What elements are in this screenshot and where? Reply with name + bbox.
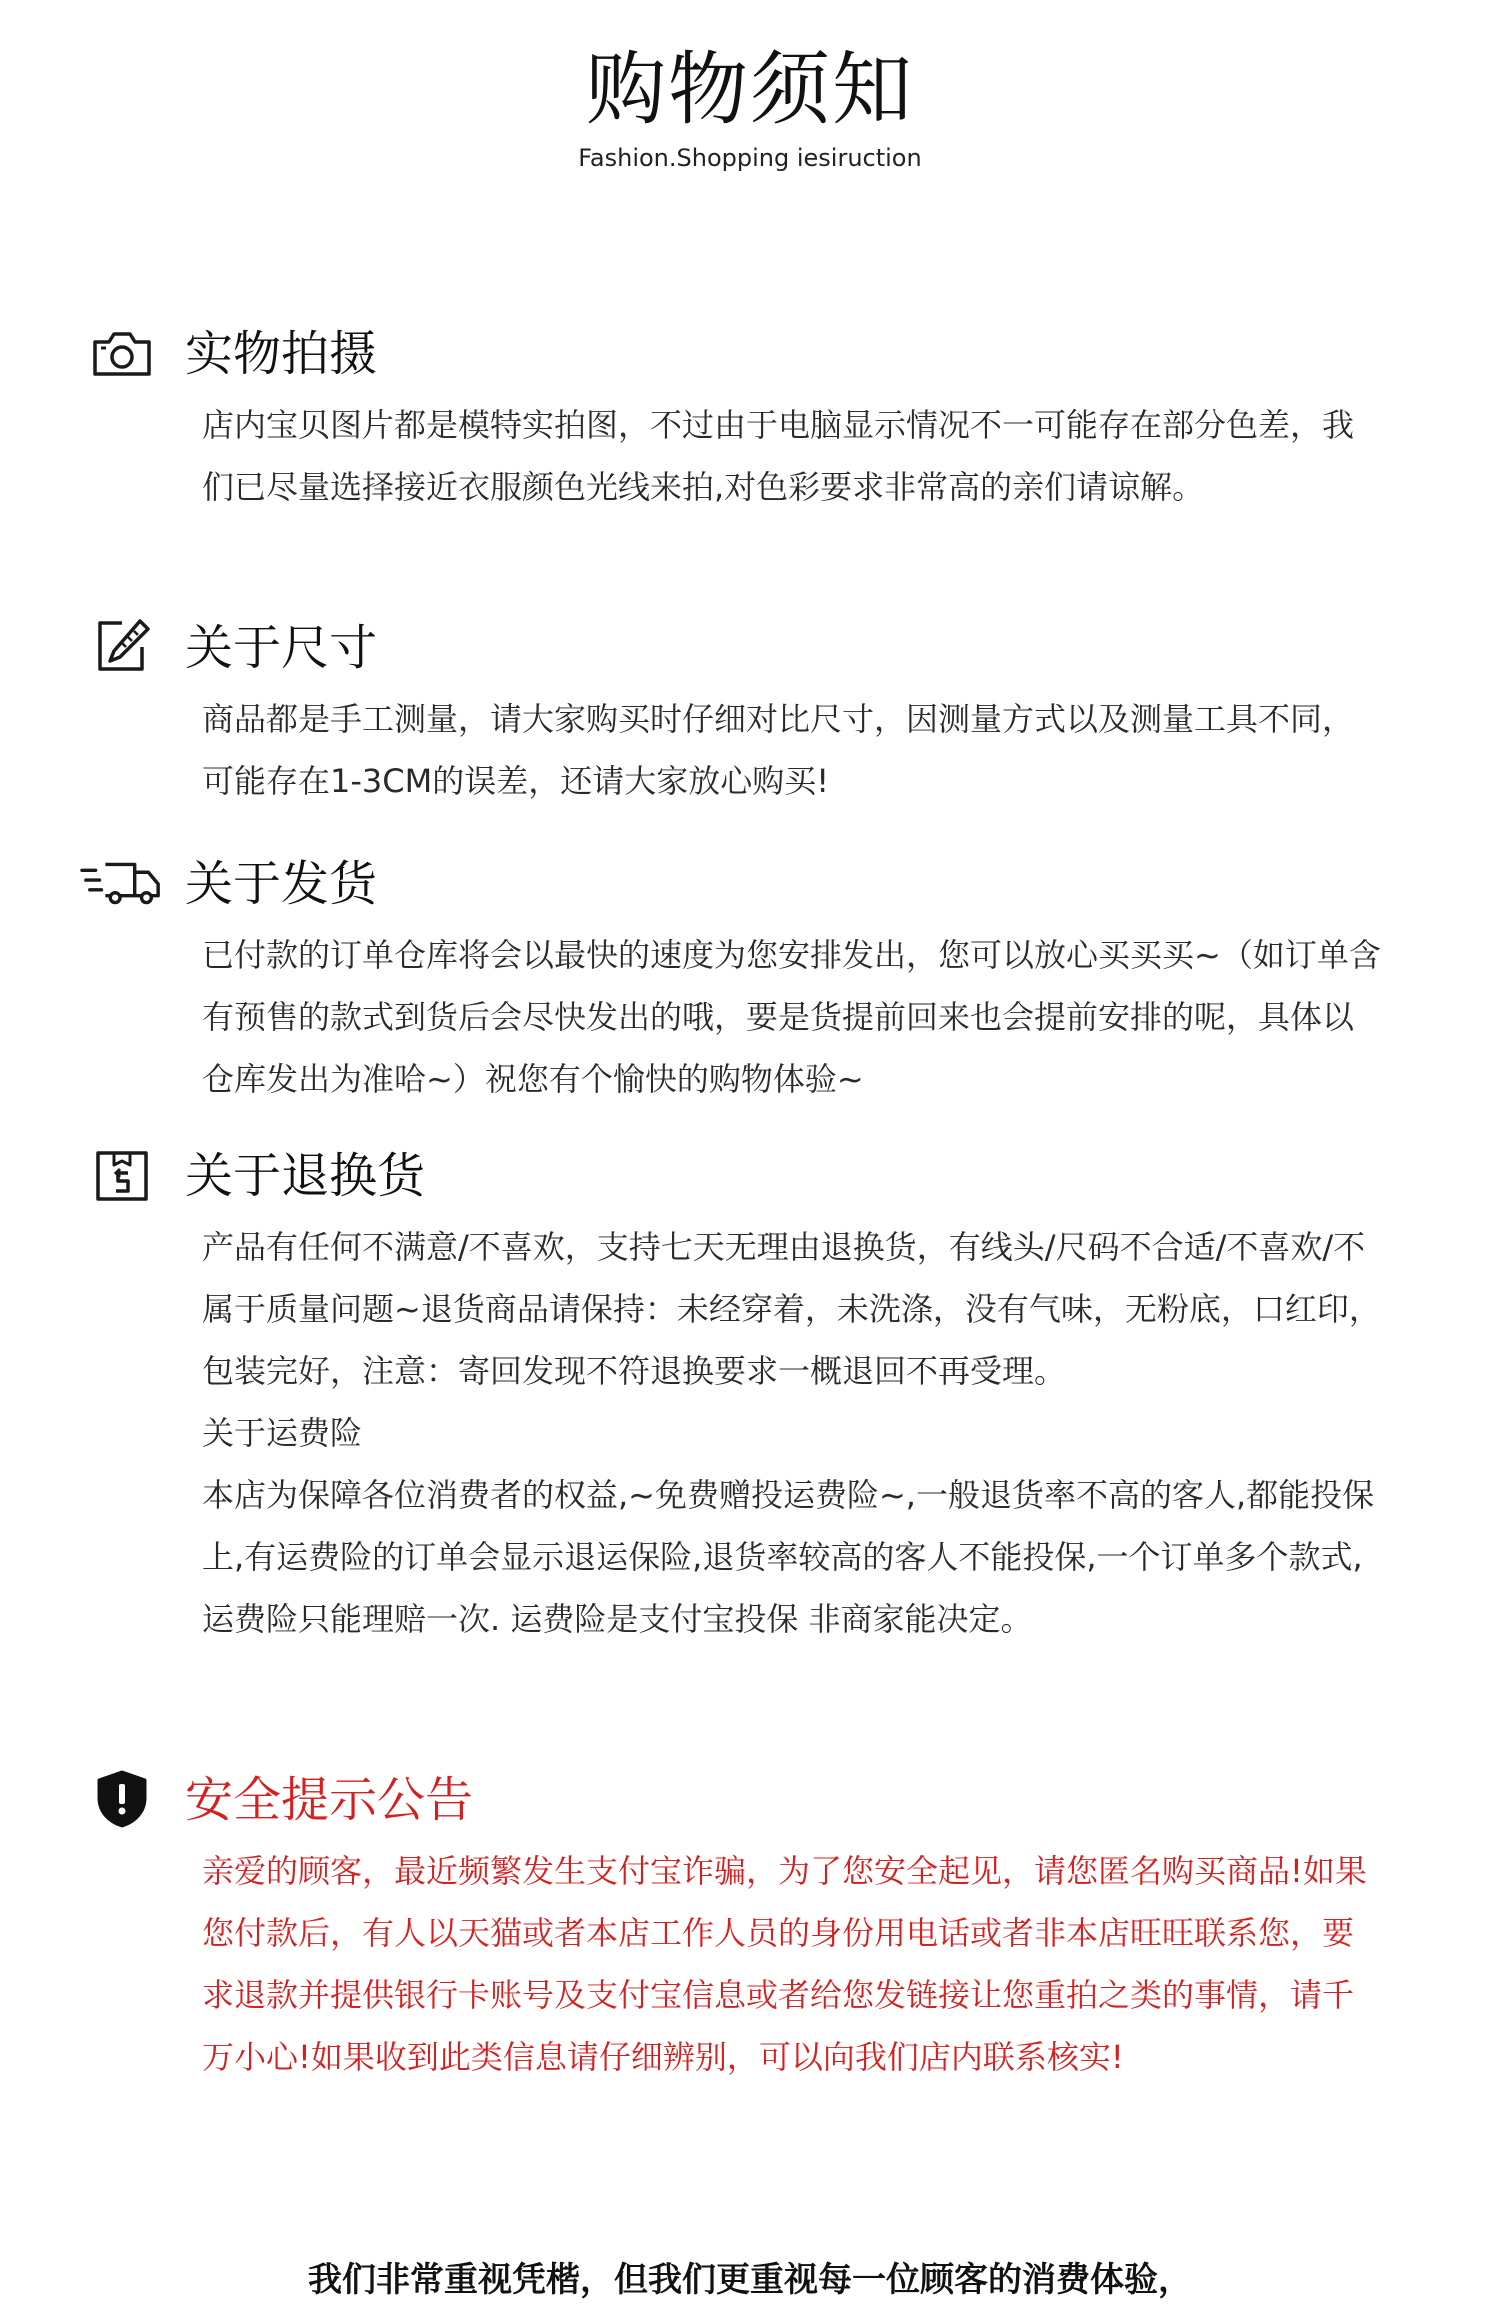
- camera-icon: [80, 318, 164, 388]
- section-title: 关于发货: [185, 856, 378, 912]
- section-subheading: 关于运费险: [202, 1414, 363, 1452]
- ruler-edit-icon: [80, 612, 164, 682]
- section-returns: [80, 1140, 1380, 1650]
- section-title: 安全提示公告: [185, 1772, 474, 1828]
- section-header: [80, 1764, 1380, 1834]
- section-title: 实物拍摄: [185, 326, 378, 382]
- section-body: [202, 1840, 1382, 2088]
- section-shipping: [80, 848, 1380, 1110]
- section-body: [202, 688, 1382, 812]
- section-size: [80, 612, 1380, 812]
- page-subtitle: Fashion.Shopping iesiruction: [578, 144, 922, 172]
- footer-text: 我们非常重视凭楷，但我们更重视每一位顾客的消费体验，: [308, 2260, 1192, 2300]
- section-paragraph: 已付款的订单仓库将会以最快的速度为您安排发出，您可以放心买买买~（如订单含有预售的款式到货后会尽快发出的哦，要是货提前回来也会提前安排的呢，具体以仓库发出为准哈~）祝您有个愉快的购物体验~: [202, 936, 1381, 1098]
- section-body: [202, 1216, 1382, 1650]
- shield-alert-icon: [80, 1764, 164, 1834]
- return-box-icon: [80, 1140, 164, 1210]
- section-header: [80, 1140, 1380, 1210]
- section-header: [80, 612, 1380, 682]
- section-body: [202, 924, 1382, 1110]
- section-paragraph: 本店为保障各位消费者的权益,~免费赠投运费险~,一般退货率不高的客人,都能投保上,有运费险的订单会显示退运保险,退货率较高的客人不能投保,一个订单多个款式,运费险只能理赔一次. 运费险是支付宝投保 非商家能决定。: [202, 1476, 1375, 1638]
- section-photography: [80, 318, 1380, 518]
- section-title: 关于尺寸: [185, 620, 378, 676]
- page-header: [0, 43, 1500, 172]
- section-paragraph: 产品有任何不满意/不喜欢，支持七天无理由退换货，有线头/尺码不合适/不喜欢/不属于质量问题~退货商品请保持：未经穿着，未洗涤，没有气味，无粉底，口红印，包装完好，注意：寄回发现不符退换要求一概退回不再受理。: [202, 1228, 1381, 1390]
- section-title: 关于退换货: [185, 1148, 426, 1204]
- section-header: [80, 848, 1380, 918]
- section-paragraph: 亲爱的顾客，最近频繁发生支付宝诈骗，为了您安全起见，请您匿名购买商品!如果您付款后，有人以天猫或者本店工作人员的身份用电话或者非本店旺旺联系您，要求退款并提供银行卡账号及支付宝信息或者给您发链接让您重拍之类的事情，请千万小心!如果收到此类信息请仔细辨别，可以向我们店内联系核实!: [202, 1852, 1367, 2076]
- section-header: [80, 318, 1380, 388]
- section-paragraph: 商品都是手工测量，请大家购买时仔细对比尺寸，因测量方式以及测量工具不同，可能存在1-3CM的误差，还请大家放心购买!: [202, 700, 1355, 800]
- section-security-notice: [80, 1764, 1380, 2088]
- page-title: 购物须知: [586, 43, 914, 136]
- section-body: [202, 394, 1382, 518]
- section-paragraph: 店内宝贝图片都是模特实拍图，不过由于电脑显示情况不一可能存在部分色差，我们已尽量选择接近衣服颜色光线来拍,对色彩要求非常高的亲们请谅解。: [202, 406, 1355, 506]
- delivery-truck-icon: [80, 848, 164, 918]
